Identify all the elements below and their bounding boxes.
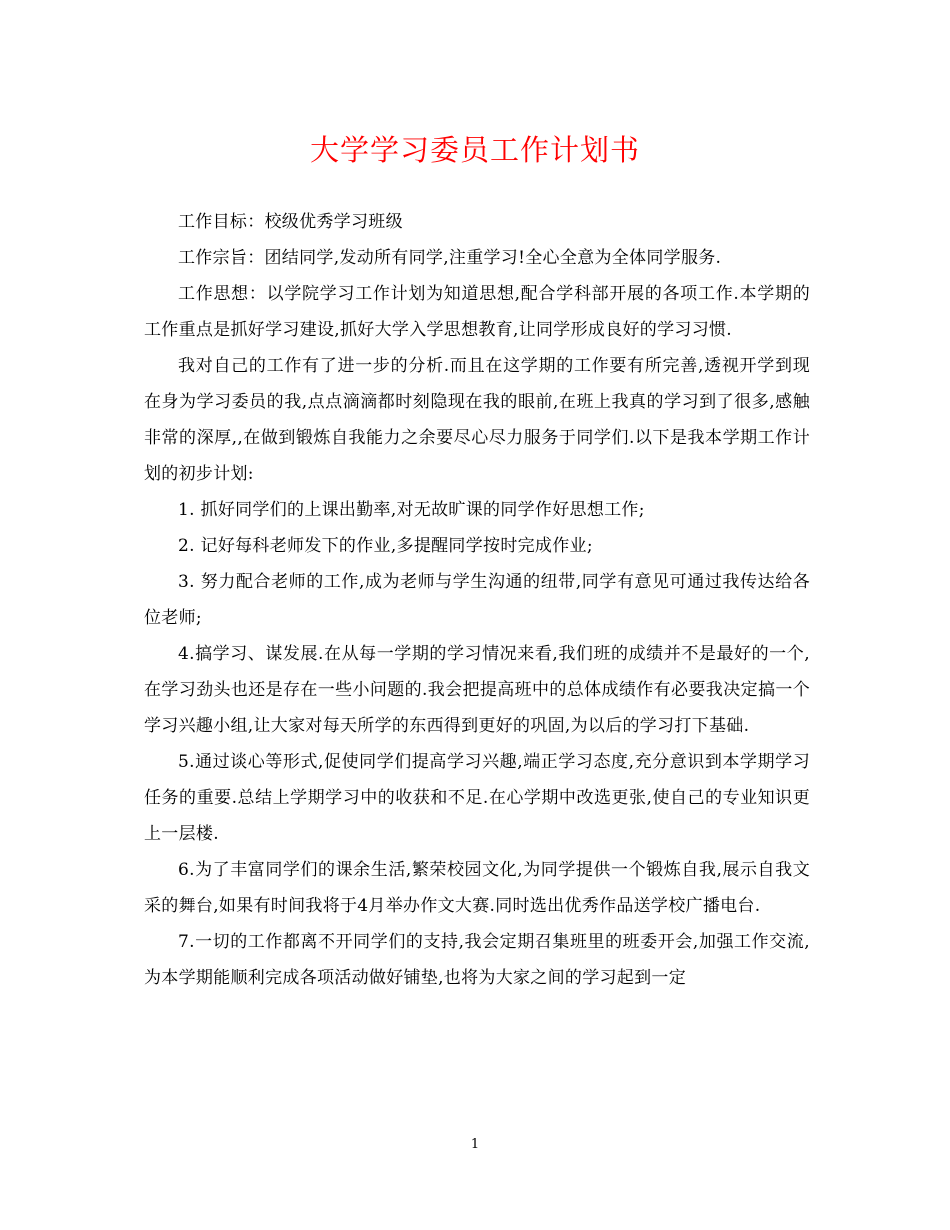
list-item-6: 6.为了丰富同学们的课余生活,繁荣校园文化,为同学提供一个锻炼自我,展示自我文采的舞台,如果有时间我将于4月举办作文大赛.同时选出优秀作品送学校广播电台. (144, 860, 810, 916)
list-item-1: 1. 抓好同学们的上课出勤率,对无故旷课的同学作好思想工作; (178, 500, 645, 520)
document-body (144, 204, 810, 996)
paragraph-work-thought: 工作思想：以学院学习工作计划为知道思想,配合学科部开展的各项工作.本学期的工作重点是抓好学习建设,抓好大学入学思想教育,让同学形成良好的学习习惯. (144, 284, 810, 340)
list-item-3: 3. 努力配合老师的工作,成为老师与学生沟通的纽带,同学有意见可通过我传达给各位老师; (144, 572, 810, 628)
page-number: 1 (470, 1137, 480, 1152)
paragraph-work-goal: 工作目标：校级优秀学习班级 (178, 212, 403, 232)
list-item-4: 4.搞学习、谋发展.在从每一学期的学习情况来看,我们班的成绩并不是最好的一个,在学习劲头也还是存在一些小问题的.我会把提高班中的总体成绩作有必要我决定搞一个学习兴趣小组,让大家对每天所学的东西得到更好的巩固,为以后的学习打下基础. (144, 644, 810, 736)
paragraph-self-analysis: 我对自己的工作有了进一步的分析.而且在这学期的工作要有所完善,透视开学到现在身为学习委员的我,点点滴滴都时刻隐现在我的眼前,在班上我真的学习到了很多,感触非常的深厚,,在做到锻炼自我能力之余要尽心尽力服务于同学们.以下是我本学期工作计划的初步计划: (144, 356, 810, 484)
list-item-7: 7.一切的工作都离不开同学们的支持,我会定期召集班里的班委开会,加强工作交流,为本学期能顺利完成各项活动做好铺垫,也将为大家之间的学习起到一定 (144, 932, 810, 988)
paragraph-work-purpose: 工作宗旨：团结同学,发动所有同学,注重学习!全心全意为全体同学服务. (178, 248, 722, 268)
list-item-2: 2. 记好每科老师发下的作业,多提醒同学按时完成作业; (178, 536, 593, 556)
list-item-5: 5.通过谈心等形式,促使同学们提高学习兴趣,端正学习态度,充分意识到本学期学习任务的重要.总结上学期学习中的收获和不足.在心学期中改选更张,使自己的专业知识更上一层楼. (144, 752, 810, 844)
document-title: 大学学习委员工作计划书 (309, 133, 640, 167)
